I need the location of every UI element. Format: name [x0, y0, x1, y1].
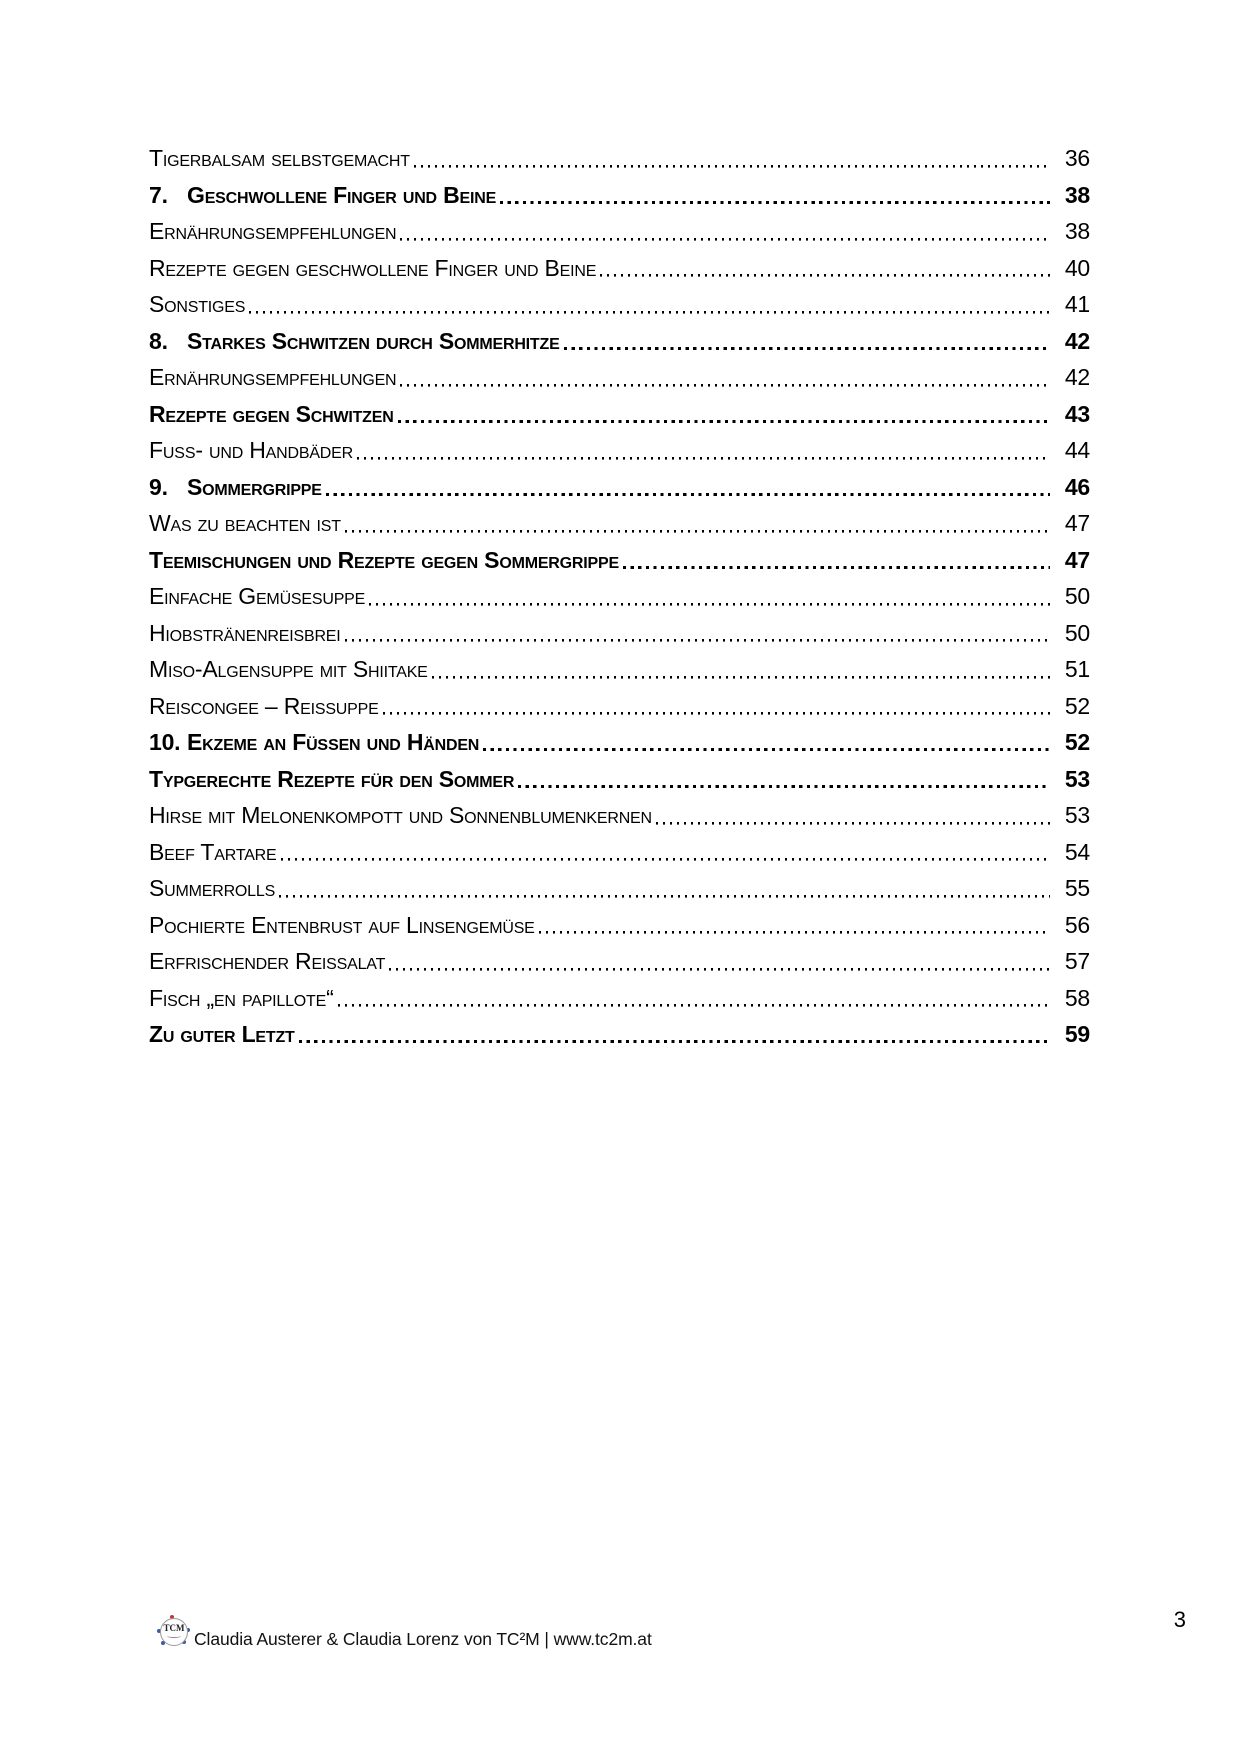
toc-entry-page: 55	[1064, 875, 1090, 901]
dot-leader	[600, 273, 1050, 277]
toc-entry	[149, 688, 1090, 725]
toc-entry-label: Erfrischender Reissalat	[149, 948, 386, 974]
toc-entry-page: 59	[1064, 1021, 1090, 1047]
toc-entry	[149, 651, 1090, 688]
toc-entry	[149, 834, 1090, 871]
toc-entry-page: 47	[1064, 546, 1090, 573]
toc-entry-page: 38	[1064, 218, 1090, 244]
dot-leader	[357, 456, 1050, 460]
toc-entry-page: 40	[1064, 254, 1090, 281]
toc-entry-number: 10.	[149, 729, 181, 755]
toc-entry-label: Teemischungen und Rezepte gegen Sommergrippe	[149, 546, 619, 573]
footer-credit: Claudia Austerer & Claudia Lorenz von TC²M | www.tc2m.at	[194, 1629, 652, 1649]
dot-leader	[564, 346, 1050, 350]
toc-entry	[149, 1016, 1090, 1053]
toc-entry-number: 7.	[149, 181, 168, 208]
dot-leader	[539, 930, 1050, 934]
toc-entry-label: Fuß- und Handbäder	[149, 437, 353, 463]
dot-leader	[299, 1040, 1050, 1044]
toc-entry-label: Rezepte gegen geschwollene Finger und Beine	[149, 254, 597, 281]
dot-leader	[400, 237, 1050, 241]
logo-flourish	[167, 1634, 181, 1638]
toc-entry-page: 47	[1064, 510, 1090, 536]
toc-entry	[149, 943, 1090, 980]
toc-entry-label: Sommergrippe	[187, 473, 322, 500]
toc-entry-page: 42	[1064, 364, 1090, 390]
toc-entry-page: 36	[1064, 145, 1090, 171]
toc-entry	[149, 907, 1090, 944]
toc-entry-label: Tigerbalsam selbstgemacht	[149, 145, 410, 171]
toc-entry-page: 52	[1064, 692, 1090, 719]
toc-entry-page: 41	[1064, 291, 1090, 317]
toc-entry-label: Ernährungsempfehlungen	[149, 218, 397, 244]
dot-leader	[383, 711, 1050, 715]
toc-entry	[149, 323, 1090, 360]
dot-leader	[369, 602, 1050, 606]
toc-entry-label: Fisch „en papillote“	[149, 984, 334, 1011]
toc-entry-page: 51	[1064, 656, 1090, 682]
toc-entry-label: Zu guter Letzt	[149, 1021, 295, 1047]
toc-entry	[149, 140, 1090, 177]
dot-leader	[414, 164, 1050, 168]
toc-entry	[149, 177, 1090, 214]
toc-entry	[149, 359, 1090, 396]
dot-leader	[483, 748, 1050, 752]
toc-entry-page: 50	[1064, 583, 1090, 609]
logo-circle	[160, 1618, 188, 1646]
toc-entry	[149, 505, 1090, 542]
toc-entry	[149, 724, 1090, 761]
dot-leader	[281, 857, 1050, 861]
toc-entry	[149, 761, 1090, 798]
dot-leader	[500, 200, 1050, 204]
toc-entry	[149, 542, 1090, 579]
toc-entry-label: Was zu beachten ist	[149, 510, 341, 536]
toc-entry-number: 9.	[149, 473, 168, 500]
dot-leader	[432, 675, 1050, 679]
dot-leader	[338, 1003, 1050, 1007]
toc-entry-label: Einfache Gemüsesuppe	[149, 583, 366, 609]
toc-entry-label: Ernährungsempfehlungen	[149, 364, 397, 390]
table-of-contents	[149, 140, 1090, 1053]
toc-entry-label: Starkes Schwitzen durch Sommerhitze	[187, 327, 560, 354]
toc-entry-page: 50	[1064, 619, 1090, 646]
toc-entry-page: 43	[1064, 400, 1090, 427]
toc-entry-label: Typgerechte Rezepte für den Sommer	[149, 765, 515, 792]
toc-entry-label: Reiscongee – Reissuppe	[149, 692, 379, 719]
dot-leader	[623, 565, 1050, 569]
toc-entry-number: 8.	[149, 327, 168, 354]
toc-entry-page: 53	[1064, 765, 1090, 792]
toc-entry	[149, 797, 1090, 834]
toc-entry	[149, 286, 1090, 323]
toc-entry-page: 46	[1064, 473, 1090, 500]
toc-entry-page: 57	[1064, 948, 1090, 974]
toc-entry-page: 58	[1064, 984, 1090, 1011]
toc-entry-label: Geschwollene Finger und Beine	[187, 181, 497, 208]
toc-entry-page: 52	[1064, 729, 1090, 755]
toc-entry	[149, 870, 1090, 907]
toc-entry-page: 56	[1064, 911, 1090, 938]
toc-entry	[149, 432, 1090, 469]
toc-entry-page: 44	[1064, 437, 1090, 463]
dot-leader	[345, 638, 1050, 642]
toc-entry-page: 54	[1064, 838, 1090, 865]
toc-entry	[149, 213, 1090, 250]
toc-entry-label: Pochierte Entenbrust auf Linsengemüse	[149, 911, 535, 938]
toc-entry-label: Ekzeme an Füßen und Händen	[187, 729, 480, 755]
dot-leader	[656, 821, 1050, 825]
toc-entry-page: 53	[1064, 802, 1090, 828]
toc-entry	[149, 980, 1090, 1017]
toc-entry-page: 38	[1064, 181, 1090, 208]
dot-leader	[326, 492, 1050, 496]
toc-entry-label: Hirse mit Melonenkompott und Sonnenblumenkernen	[149, 802, 652, 828]
toc-entry	[149, 578, 1090, 615]
toc-entry-label: Sonstiges	[149, 291, 246, 317]
tcm-logo-icon	[157, 1615, 190, 1648]
toc-entry	[149, 250, 1090, 287]
toc-entry	[149, 469, 1090, 506]
toc-entry-label: Summerrolls	[149, 875, 276, 901]
toc-entry-label: Beef Tartare	[149, 838, 277, 865]
page-number: 3	[1173, 1607, 1186, 1632]
dot-leader	[518, 784, 1050, 788]
dot-leader	[389, 967, 1050, 971]
dot-leader	[249, 310, 1050, 314]
logo-text: TCM	[163, 1623, 185, 1633]
dot-leader	[400, 383, 1050, 387]
toc-entry-label: Rezepte gegen Schwitzen	[149, 400, 394, 427]
toc-entry	[149, 615, 1090, 652]
toc-entry-page: 42	[1064, 327, 1090, 354]
toc-entry	[149, 396, 1090, 433]
dot-leader	[398, 419, 1050, 423]
toc-entry-label: Miso-Algensuppe mit Shiitake	[149, 656, 428, 682]
toc-entry-label: Hiobstränenreisbrei	[149, 619, 341, 646]
dot-leader	[345, 529, 1050, 533]
dot-leader	[279, 894, 1050, 898]
